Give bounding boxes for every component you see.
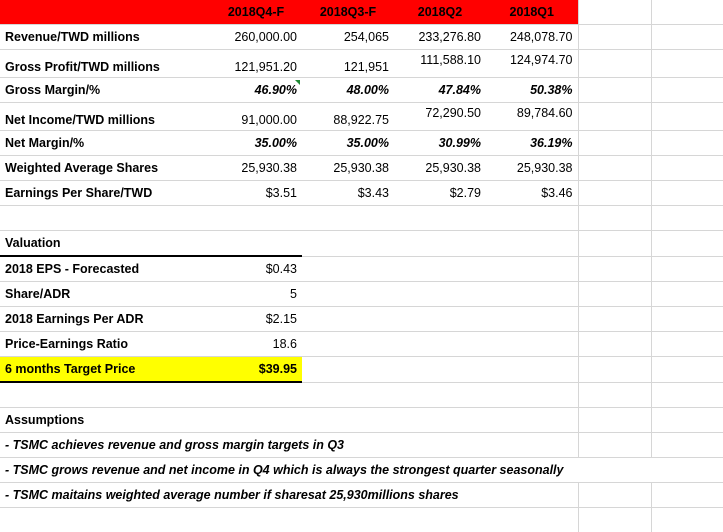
- empty-cell: [394, 282, 486, 307]
- cell-gross-profit-q1: 124,974.70: [486, 50, 578, 78]
- empty-cell: [651, 131, 723, 156]
- empty-cell: [578, 25, 651, 50]
- header-cell-2018Q4F: 2018Q4-F: [210, 0, 302, 25]
- empty-cell: [394, 307, 486, 332]
- empty-cell: [651, 382, 723, 408]
- empty-cell: [578, 50, 651, 78]
- empty-cell: [210, 231, 302, 257]
- cell-eps-forecasted-value: $0.43: [210, 256, 302, 282]
- cell-net-margin-q3f: 35.00%: [302, 131, 394, 156]
- empty-cell: [302, 382, 394, 408]
- assumption-row: [0, 433, 723, 458]
- empty-cell: [486, 256, 578, 282]
- empty-cell: [394, 408, 486, 433]
- empty-cell: [651, 282, 723, 307]
- cell-net-income-q2: 72,290.50: [394, 103, 486, 131]
- empty-cell: [486, 357, 578, 383]
- empty-cell: [651, 508, 723, 532]
- empty-cell: [651, 256, 723, 282]
- empty-cell: [651, 181, 723, 206]
- empty-cell: [302, 332, 394, 357]
- cell-target-price-value: $39.95: [210, 357, 302, 383]
- empty-cell: [210, 408, 302, 433]
- spacer-row: [0, 382, 723, 408]
- empty-cell: [210, 206, 302, 231]
- empty-cell: [651, 156, 723, 181]
- empty-cell: [394, 332, 486, 357]
- empty-cell: [486, 206, 578, 231]
- empty-cell: [394, 382, 486, 408]
- empty-cell: [578, 78, 651, 103]
- cell-revenue-q1: 248,078.70: [486, 25, 578, 50]
- cell-eps-q3f: $3.43: [302, 181, 394, 206]
- empty-cell: [578, 483, 651, 508]
- table-header-row: [0, 0, 723, 25]
- row-label-weighted-average-shares: Weighted Average Shares: [0, 156, 210, 181]
- empty-cell: [210, 382, 302, 408]
- table-row: [0, 25, 723, 50]
- row-label-revenue: Revenue/TWD millions: [0, 25, 210, 50]
- cell-gross-profit-q4f: 121,951.20: [210, 50, 302, 78]
- row-label-net-income: Net Income/TWD millions: [0, 103, 210, 131]
- empty-cell: [486, 408, 578, 433]
- cell-gross-profit-q2: 111,588.10: [394, 50, 486, 78]
- cell-eps-q4f: $3.51: [210, 181, 302, 206]
- empty-cell: [302, 256, 394, 282]
- empty-cell: [302, 206, 394, 231]
- empty-cell: [486, 231, 578, 257]
- cell-net-income-q1: 89,784.60: [486, 103, 578, 131]
- empty-cell: [302, 231, 394, 257]
- cell-gross-profit-q3f: 121,951: [302, 50, 394, 78]
- cell-gross-margin-q3f: 48.00%: [302, 78, 394, 103]
- empty-cell: [578, 307, 651, 332]
- table-row: [0, 156, 723, 181]
- target-price-row: [0, 357, 723, 383]
- row-label-net-margin: Net Margin/%: [0, 131, 210, 156]
- cell-was-q3f: 25,930.38: [302, 156, 394, 181]
- empty-cell: [302, 307, 394, 332]
- row-label-pe-ratio: Price-Earnings Ratio: [0, 332, 210, 357]
- empty-cell: [651, 50, 723, 78]
- empty-cell: [0, 382, 210, 408]
- empty-cell: [394, 231, 486, 257]
- empty-cell: [578, 206, 651, 231]
- cell-gross-margin-q4f: 46.90%: [210, 78, 302, 103]
- empty-cell: [578, 256, 651, 282]
- header-cell-2018Q2: 2018Q2: [394, 0, 486, 25]
- empty-cell: [486, 282, 578, 307]
- empty-cell: [0, 508, 210, 532]
- empty-cell: [578, 131, 651, 156]
- empty-cell: [578, 103, 651, 131]
- header-cell-2018Q1: 2018Q1: [486, 0, 578, 25]
- cell-net-margin-q1: 36.19%: [486, 131, 578, 156]
- assumption-row: [0, 458, 723, 483]
- header-cell-2018Q3F: 2018Q3-F: [302, 0, 394, 25]
- cell-was-q2: 25,930.38: [394, 156, 486, 181]
- empty-cell: [578, 156, 651, 181]
- empty-cell: [486, 508, 578, 532]
- table-row: [0, 131, 723, 156]
- spacer-row: [0, 206, 723, 231]
- empty-cell: [394, 206, 486, 231]
- empty-cell: [578, 0, 651, 25]
- empty-cell: [651, 206, 723, 231]
- cell-earnings-per-adr-value: $2.15: [210, 307, 302, 332]
- cell-gross-margin-q1: 50.38%: [486, 78, 578, 103]
- empty-cell: [210, 508, 302, 532]
- cell-was-q4f: 25,930.38: [210, 156, 302, 181]
- empty-cell: [578, 357, 651, 383]
- assumption-row: [0, 483, 723, 508]
- cell-pe-ratio-value: 18.6: [210, 332, 302, 357]
- empty-cell: [651, 25, 723, 50]
- empty-cell: [486, 382, 578, 408]
- row-label-gross-margin: Gross Margin/%: [0, 78, 210, 103]
- valuation-title: Valuation: [0, 231, 210, 257]
- table-row: [0, 332, 723, 357]
- empty-cell: [578, 408, 651, 433]
- cell-net-margin-q4f: 35.00%: [210, 131, 302, 156]
- header-cell-blank: [0, 0, 210, 25]
- cell-revenue-q3f: 254,065: [302, 25, 394, 50]
- empty-cell: [651, 78, 723, 103]
- cell-share-per-adr-value: 5: [210, 282, 302, 307]
- empty-cell: [578, 382, 651, 408]
- empty-cell: [578, 282, 651, 307]
- empty-cell: [651, 408, 723, 433]
- cell-eps-q1: $3.46: [486, 181, 578, 206]
- empty-cell: [651, 0, 723, 25]
- cell-was-q1: 25,930.38: [486, 156, 578, 181]
- empty-cell: [651, 231, 723, 257]
- row-label-earnings-per-adr: 2018 Earnings Per ADR: [0, 307, 210, 332]
- empty-cell: [578, 433, 651, 458]
- row-label-share-per-adr: Share/ADR: [0, 282, 210, 307]
- empty-cell: [302, 408, 394, 433]
- empty-cell: [578, 231, 651, 257]
- cell-net-margin-q2: 30.99%: [394, 131, 486, 156]
- empty-cell: [394, 357, 486, 383]
- empty-cell: [651, 483, 723, 508]
- empty-cell: [302, 282, 394, 307]
- cell-revenue-q2: 233,276.80: [394, 25, 486, 50]
- empty-cell: [578, 181, 651, 206]
- row-label-gross-profit: Gross Profit/TWD millions: [0, 50, 210, 78]
- assumption-item-1: - TSMC achieves revenue and gross margin targets in Q3: [0, 433, 578, 458]
- table-row: [0, 78, 723, 103]
- row-label-target-price: 6 months Target Price: [0, 357, 210, 383]
- valuation-header-row: [0, 231, 723, 257]
- empty-cell: [651, 357, 723, 383]
- table-row: [0, 282, 723, 307]
- empty-cell: [651, 332, 723, 357]
- empty-cell: [651, 307, 723, 332]
- assumption-item-3: - TSMC maitains weighted average number if sharesat 25,930millions shares: [0, 483, 578, 508]
- cell-gross-margin-q2: 47.84%: [394, 78, 486, 103]
- empty-cell: [302, 357, 394, 383]
- table-row: [0, 103, 723, 131]
- table-row: [0, 256, 723, 282]
- assumption-item-2: - TSMC grows revenue and net income in Q4 which is always the strongest quarter seasonally: [0, 458, 723, 483]
- empty-cell: [394, 256, 486, 282]
- row-label-eps: Earnings Per Share/TWD: [0, 181, 210, 206]
- empty-cell: [0, 206, 210, 231]
- table-row: [0, 307, 723, 332]
- cell-net-income-q3f: 88,922.75: [302, 103, 394, 131]
- empty-cell: [302, 508, 394, 532]
- row-label-eps-forecasted: 2018 EPS - Forecasted: [0, 256, 210, 282]
- cell-eps-q2: $2.79: [394, 181, 486, 206]
- cell-net-income-q4f: 91,000.00: [210, 103, 302, 131]
- empty-cell: [394, 508, 486, 532]
- assumptions-header-row: [0, 408, 723, 433]
- empty-cell: [651, 433, 723, 458]
- table-row: [0, 181, 723, 206]
- empty-cell: [486, 332, 578, 357]
- cell-revenue-q4f: 260,000.00: [210, 25, 302, 50]
- empty-cell: [651, 103, 723, 131]
- empty-cell: [578, 508, 651, 532]
- assumptions-title: Assumptions: [0, 408, 210, 433]
- empty-cell: [578, 332, 651, 357]
- spacer-row: [0, 508, 723, 532]
- table-row: [0, 50, 723, 78]
- empty-cell: [486, 307, 578, 332]
